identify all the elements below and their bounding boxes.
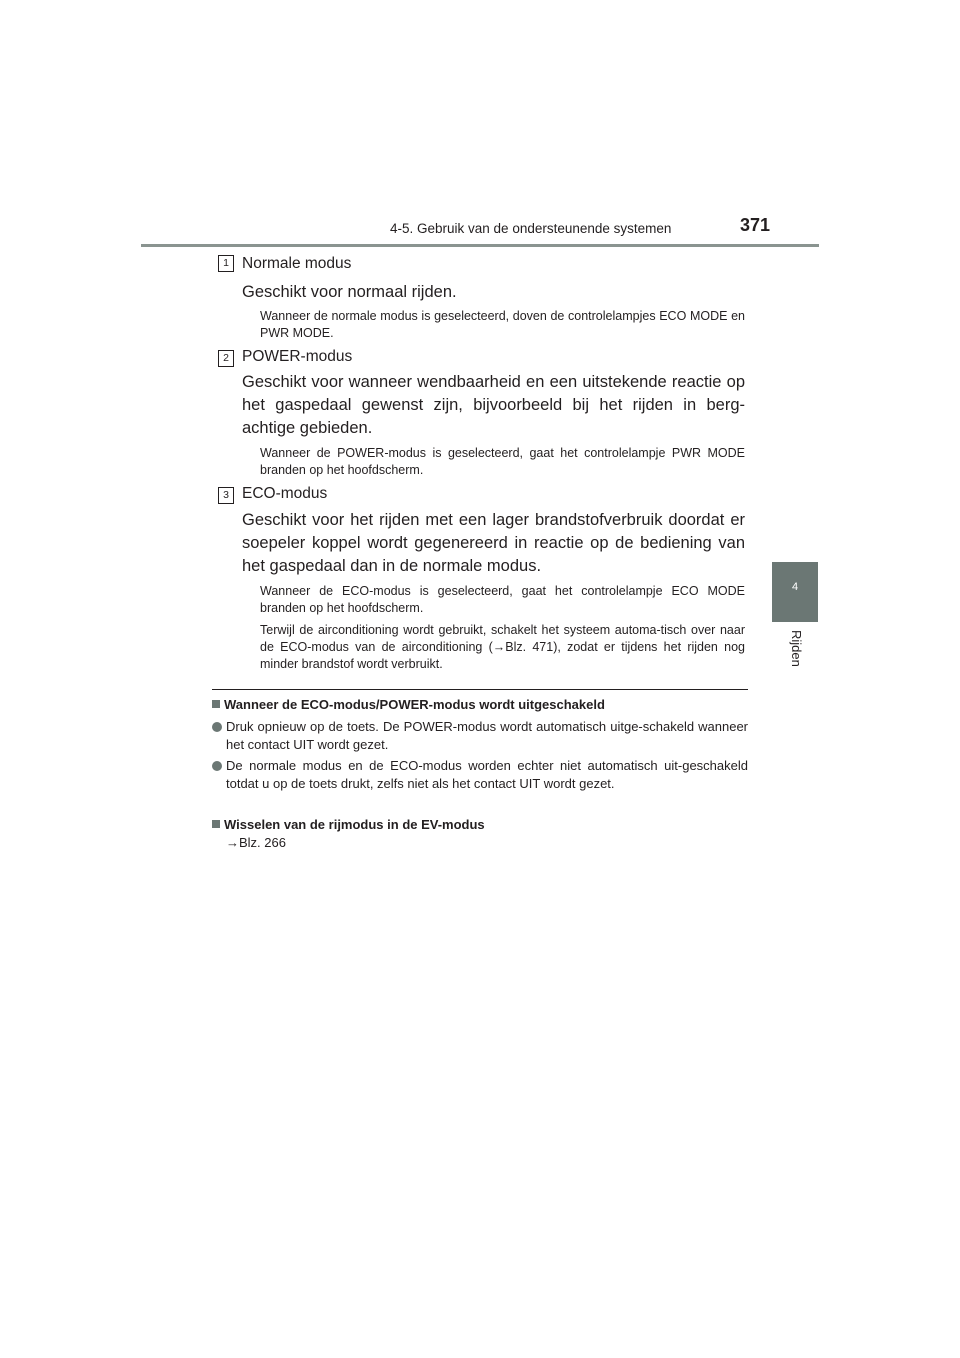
mode-note-normal: Wanneer de normale modus is geselecteerd, doven de controlelampjes ECO MODE en PWR MODE.	[260, 309, 745, 340]
section-title-ev-text: Wisselen van de rijmodus in de EV-modus	[224, 817, 485, 832]
mode-note-eco-2: Terwijl de airconditioning wordt gebruikt, schakelt het systeem automa-tisch over naar de ECO-modus van de airconditioning (→Blz. 471), zodat er tijdens het rijden nog minder brandstof wordt verbruikt.	[260, 623, 745, 671]
chapter-tab-number: 4	[791, 581, 799, 593]
square-bullet-icon	[212, 700, 220, 708]
item-number-3: 3	[218, 487, 234, 504]
mode-desc-eco: Geschikt voor het rijden met een lager brandstofverbruik doordat er soepeler koppel wordt gegenereerd in reactie op de bediening van het gaspedaal dan in de normale modus.	[242, 511, 745, 575]
square-bullet-icon	[212, 820, 220, 828]
chapter-tab	[772, 562, 818, 622]
mode-title-normal: Normale modus	[242, 255, 352, 272]
list-item-text: Druk opnieuw op de toets. De POWER-modus wordt automatisch uitge-schakeld wanneer het contact UIT wordt gezet.	[226, 719, 748, 752]
section-title-disable	[212, 697, 605, 712]
list-item-text: De normale modus en de ECO-modus worden echter niet automatisch uit-geschakeld totdat u op de toets drukt, zelfs niet als het contact UIT wordt gezet.	[226, 758, 748, 791]
header-divider	[141, 244, 819, 247]
item-number-2: 2	[218, 350, 234, 367]
list-item	[212, 718, 748, 754]
mode-note-power: Wanneer de POWER-modus is geselecteerd, gaat het controlelampje PWR MODE branden op het hoofdscherm.	[260, 446, 745, 477]
mode-title-power: POWER-modus	[242, 348, 353, 365]
section-title-disable-text: Wanneer de ECO-modus/POWER-modus wordt uitgeschakeld	[224, 697, 605, 712]
list-item	[212, 757, 748, 793]
section-divider	[212, 689, 748, 690]
page-reference: →Blz. 266	[226, 835, 286, 850]
chapter-label-text: Rijden	[789, 630, 804, 667]
header-section-title: 4-5. Gebruik van de ondersteunende systemen	[390, 221, 672, 236]
page-number: 371	[740, 215, 771, 235]
bullet-dot-icon	[212, 722, 222, 732]
item-number-1: 1	[218, 255, 234, 272]
chapter-label	[790, 630, 804, 680]
mode-note-eco-1: Wanneer de ECO-modus is geselecteerd, gaat het controlelampje ECO MODE branden op het hoofdscherm.	[260, 584, 745, 615]
mode-title-eco: ECO-modus	[242, 485, 328, 502]
bullet-dot-icon	[212, 761, 222, 771]
section-title-ev	[212, 817, 485, 832]
mode-desc-power: Geschikt voor wanneer wendbaarheid en een uitstekende reactie op het gaspedaal gewenst zijn, bijvoorbeeld bij het rijden in berg-achtige gebieden.	[242, 373, 745, 437]
mode-desc-normal: Geschikt voor normaal rijden.	[242, 283, 457, 301]
